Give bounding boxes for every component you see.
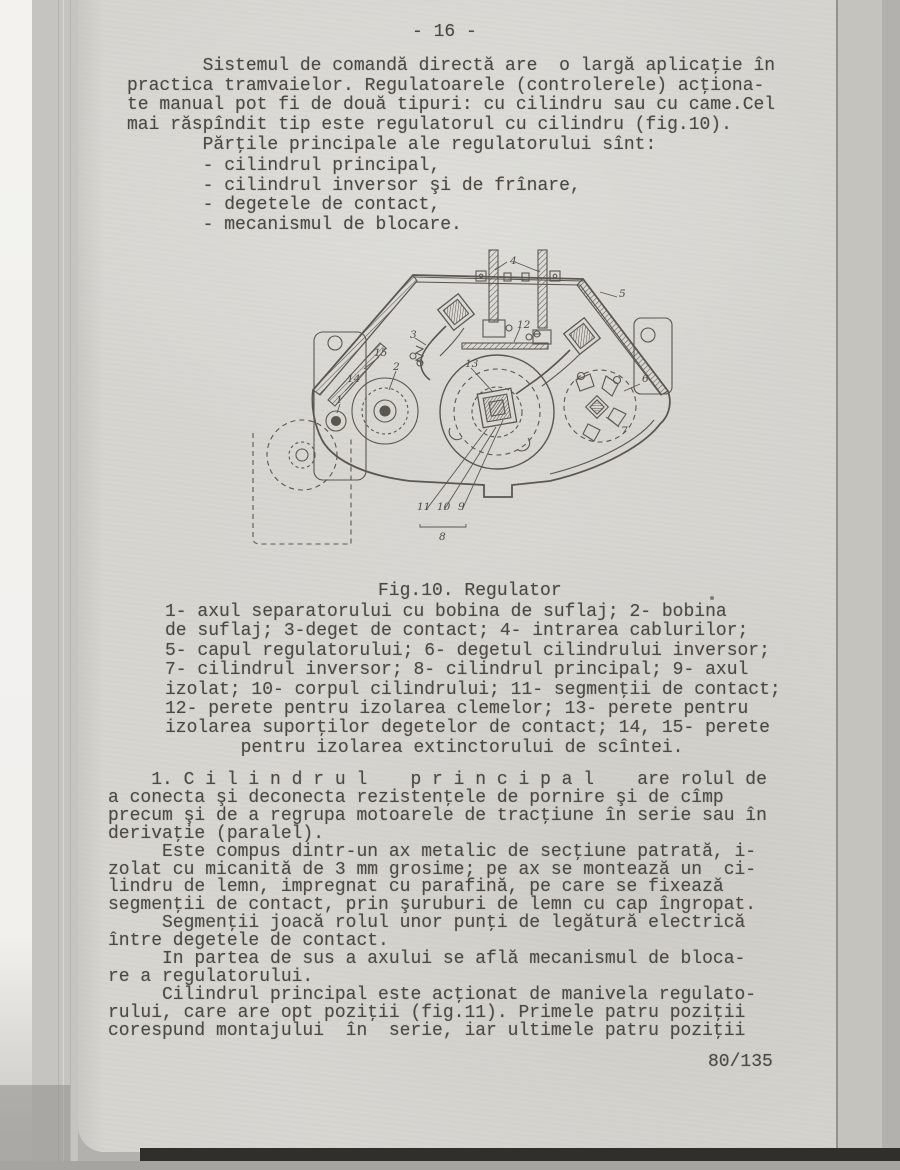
text-line: segmenţii de contact, prin şuruburi de lemn cu cap îngropat. [108, 895, 757, 916]
fig-label-14: 14 [347, 373, 361, 385]
page-edge-line [70, 0, 71, 1162]
text-line: zolat cu micanită de 3 mm grosime; pe ax se montează un ci- [108, 859, 757, 880]
text-line: 1- axul separatorului cu bobina de suflaj; 2- bobina [165, 602, 727, 622]
text-line: Sistemul de comandă directă are o largă aplicaţie în [127, 56, 776, 76]
scan-corner-shadow [0, 1085, 70, 1170]
fig-label-8: 8 [439, 531, 446, 543]
scanned-page [78, 0, 836, 1152]
text-line: Cilindrul principal este acţionat de manivela regulato- [108, 984, 757, 1005]
fig-label-13: 13 [465, 358, 479, 370]
fig-label-9: 9 [458, 501, 465, 513]
fig-label-11: 11 [417, 501, 431, 513]
text-line: Segmenţii joacă rolul unor punţi de legătură electrică [108, 913, 746, 934]
text-line: Părţile principale ale regulatorului sînt: [127, 134, 657, 155]
text-line: - cilindrul inversor şi de frînare, [127, 175, 581, 196]
text-line: - degetele de contact, [127, 195, 441, 216]
page-footer-number: 80/135 [708, 1052, 773, 1072]
text-line: practica tramvaielor. Regulatoarele (controlerele) acţiona- [127, 75, 765, 96]
text-line: lindru de lemn, impregnat cu parafină, pe care se fixează [108, 877, 724, 898]
text-line: te manual pot fi de două tipuri: cu cilindru sau cu came.Cel [127, 95, 776, 116]
text-line: izolat; 10- corpul cilindrului; 11- segmenţii de contact; [165, 679, 781, 700]
text-line: mai răspîndit tip este regulatorul cu cilindru (fig.10). [127, 115, 732, 136]
page-edge-line [63, 0, 64, 1162]
text-line: 12- perete pentru izolarea clemelor; 13- perete pentru [165, 699, 749, 720]
parts-list [127, 157, 581, 235]
fig-label-6: 6 [642, 373, 649, 385]
text-line: precum şi de a regrupa motoarele de tracţiune în serie sau în [108, 805, 767, 826]
fig-label-7: 7 [621, 425, 628, 437]
text-line: de suflaj; 3-deget de contact; 4- intrarea cablurilor; [165, 621, 749, 642]
fig-label-10: 10 [437, 501, 451, 513]
text-line: a conecta şi deconecta rezistenţele de pornire şi de cîmp [108, 787, 724, 808]
fig-label-4: 4 [510, 255, 517, 267]
adjacent-page-edge [836, 0, 882, 1162]
figure-diagram [250, 248, 720, 570]
diagram-linework [253, 250, 672, 544]
text-line: pentru izolarea extinctorului de scîntei. [165, 737, 684, 758]
text-line: corespund montajului în serie, iar ultimele patru poziţii [108, 1020, 746, 1041]
text-line: 5- capul regulatorului; 6- degetul cilindrului inversor; [165, 640, 770, 661]
intro-paragraph [127, 57, 775, 156]
fig-label-12: 12 [517, 319, 531, 331]
figure-legend [165, 603, 781, 758]
fig-label-3: 3 [410, 329, 417, 341]
fig-label-2: 2 [393, 361, 400, 373]
page-edge-line [58, 0, 59, 1162]
book-gutter-margin [0, 0, 32, 1170]
text-line: 1. C i l i n d r u l p r i n c i p a l are rolul de [108, 770, 767, 790]
text-line: între degetele de contact. [108, 931, 389, 952]
text-line: derivaţie (paralel). [108, 823, 325, 844]
text-line: re a regulatorului. [108, 966, 314, 987]
fig-label-1: 1 [336, 394, 343, 406]
scan-speck [710, 596, 714, 600]
text-line: 7- cilindrul inversor; 8- cilindrul principal; 9- axul [165, 660, 749, 681]
text-line: izolarea suporţilor degetelor de contact; 14, 15- perete [165, 718, 770, 739]
body-paragraphs [108, 772, 767, 1041]
figure-caption: Fig.10. Regulator [378, 581, 562, 601]
page-number: - 16 - [412, 22, 477, 42]
text-line: - mecanismul de blocare. [127, 214, 462, 235]
text-line: rului, care are opt poziţii (fig.11). Primele patru poziţii [108, 1002, 746, 1023]
fig-label-15: 15 [374, 347, 388, 359]
text-line: - cilindrul principal, [127, 156, 441, 176]
scan-bottom-shadow [140, 1148, 900, 1161]
scanner-background [0, 1161, 900, 1170]
text-line: In partea de sus a axului se află mecanismul de bloca- [108, 949, 746, 970]
fig-label-5: 5 [619, 288, 626, 300]
page-stack-edge [32, 0, 78, 1162]
text-line: Este compus dintr-un ax metalic de secţiune patrată, i- [108, 841, 757, 862]
